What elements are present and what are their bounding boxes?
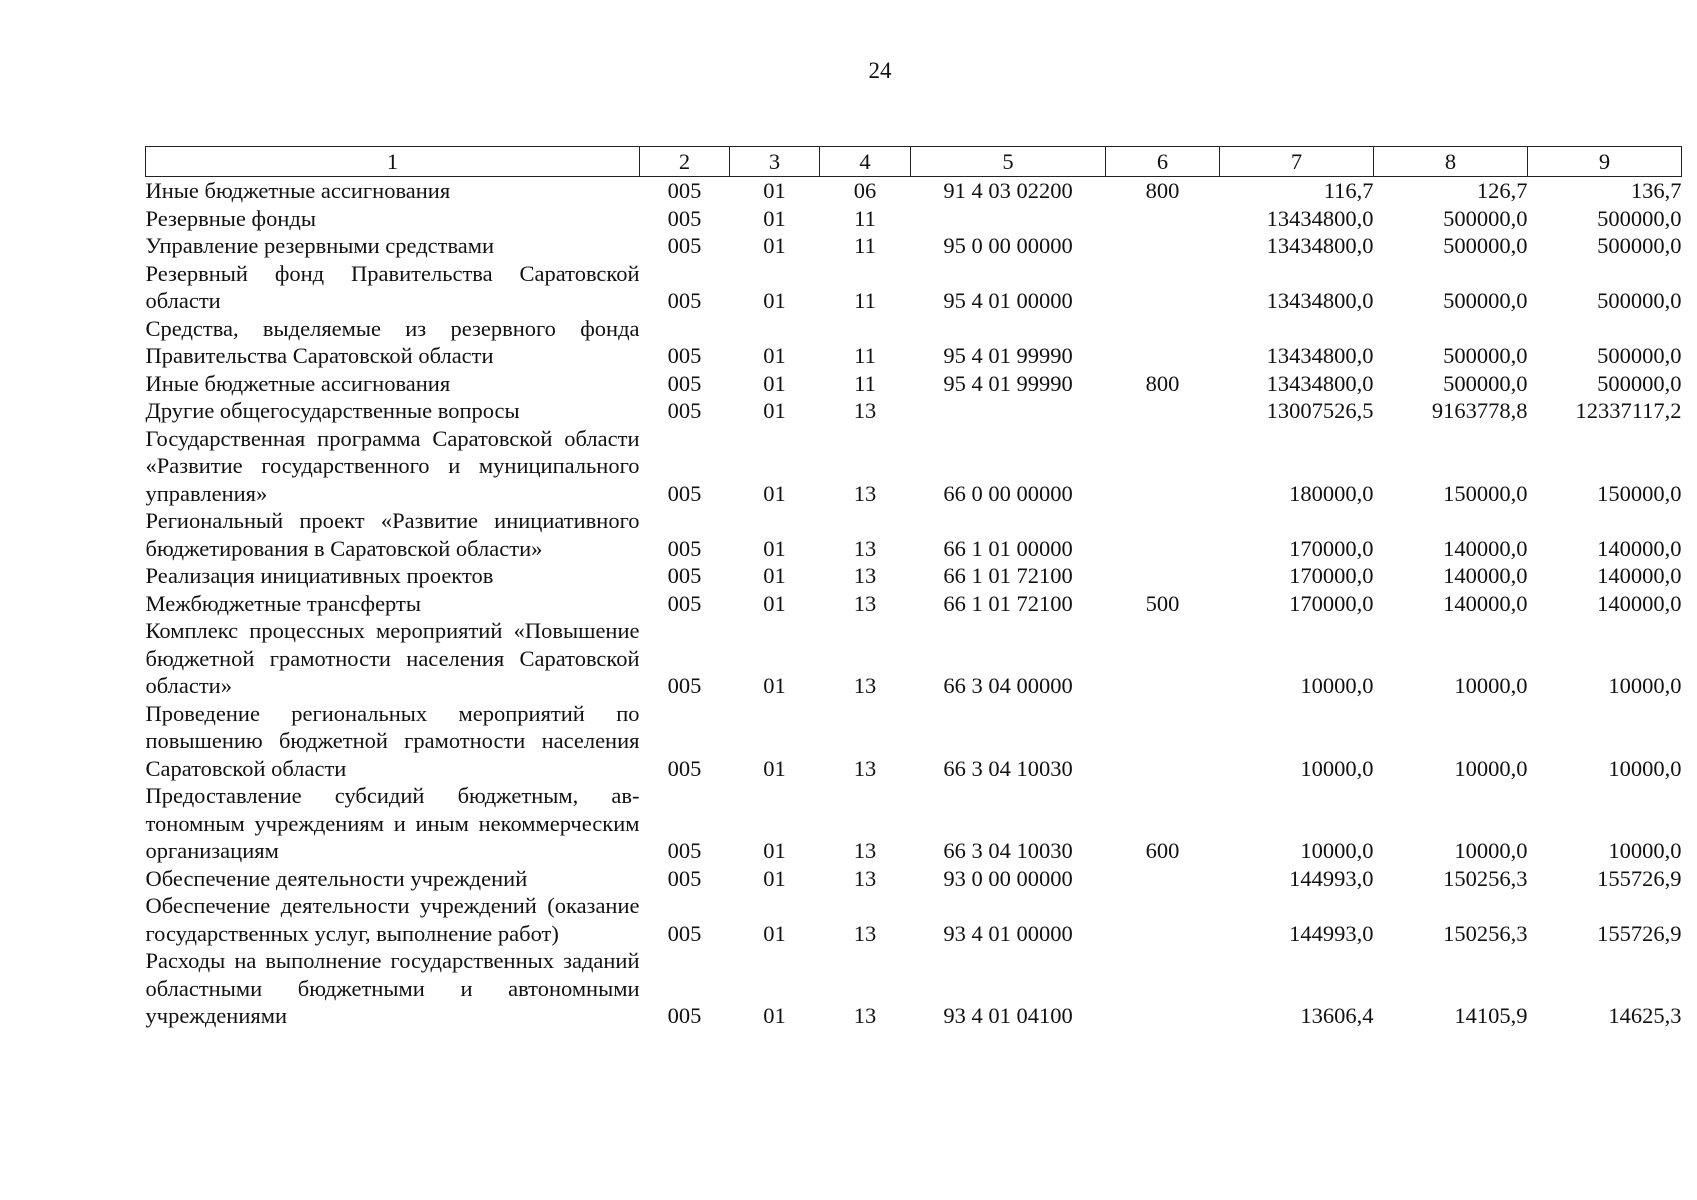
column-header: 7	[1220, 147, 1374, 177]
amount-col9-cell: 500000,0	[1597, 233, 1682, 258]
amount-col7-cell: 180000,0	[1289, 480, 1374, 506]
table-row	[146, 397, 1682, 425]
admin-code-cell: 005	[667, 178, 702, 203]
amount-col8-cell: 10000,0	[1454, 755, 1528, 781]
section-code-cell: 01	[763, 205, 786, 231]
target-article-cell: 95 4 01 99990	[943, 343, 1073, 368]
amount-col7-cell: 116,7	[1323, 178, 1374, 203]
amount-col8-cell: 500000,0	[1443, 233, 1528, 258]
row-name-cell: Резервные фонды	[145, 205, 316, 231]
target-article-cell: 93 4 01 00000	[943, 920, 1073, 946]
target-article-cell: 66 1 01 72100	[943, 563, 1073, 588]
amount-col8-cell: 150256,3	[1443, 920, 1528, 946]
section-code-cell: 01	[763, 480, 786, 506]
section-code-cell: 01	[763, 1003, 786, 1028]
amount-col8-cell: 9163778,8	[1431, 398, 1528, 423]
section-code-cell: 01	[763, 370, 786, 396]
expense-type-cell	[1106, 562, 1220, 590]
section-code-cell: 01	[763, 590, 786, 616]
table-row	[146, 370, 1682, 398]
table-row	[146, 617, 1682, 700]
amount-col8-cell: 10000,0	[1454, 673, 1528, 698]
subsection-code-cell: 13	[853, 865, 877, 891]
subsection-code-cell: 13	[853, 398, 877, 423]
table-row	[146, 205, 1682, 233]
amount-col7-cell: 13434800,0	[1266, 343, 1374, 368]
amount-col8-cell: 500000,0	[1443, 343, 1528, 368]
expense-type-cell	[1106, 315, 1220, 370]
row-name-cell: Государственная программа Саратовской области «Развитие государственного и муниципального управления»	[145, 425, 640, 506]
subsection-code-cell: 13	[853, 535, 877, 561]
amount-col8-cell: 150256,3	[1443, 865, 1528, 891]
table-body	[146, 177, 1682, 1030]
column-header: 2	[640, 147, 730, 177]
section-code-cell: 01	[763, 233, 786, 258]
target-article-cell: 93 0 00 00000	[943, 865, 1073, 891]
column-header: 1	[146, 147, 640, 177]
row-name-cell: Иные бюджетные ассигнования	[145, 178, 451, 203]
subsection-code-cell: 13	[853, 838, 877, 863]
amount-col9-cell: 140000,0	[1597, 563, 1682, 588]
admin-code-cell: 005	[667, 398, 702, 423]
amount-col7-cell: 13434800,0	[1266, 288, 1374, 313]
amount-col7-cell: 144993,0	[1289, 865, 1374, 891]
row-name-cell: Межбюджетные трансферты	[145, 590, 421, 616]
row-name-cell: Расходы на выполнение государственных заданий областными бюджетными и автономными учреждениями	[145, 948, 640, 1028]
row-name-cell: Обеспечение деятельности учреждений (оказание государственных услуг, выполнение работ)	[145, 893, 640, 946]
expense-type-cell	[1106, 947, 1220, 1030]
expense-type-cell	[1106, 232, 1220, 260]
amount-col9-cell: 10000,0	[1608, 838, 1682, 863]
amount-col7-cell: 170000,0	[1289, 563, 1374, 588]
amount-col9-cell: 150000,0	[1597, 480, 1682, 506]
table-row	[146, 947, 1682, 1030]
table-header-row	[146, 147, 1682, 177]
section-code-cell: 01	[763, 673, 786, 698]
subsection-code-cell: 11	[854, 205, 876, 231]
admin-code-cell: 005	[667, 563, 702, 588]
amount-col7-cell: 13434800,0	[1266, 233, 1374, 258]
subsection-code-cell: 11	[854, 370, 876, 396]
admin-code-cell: 005	[667, 288, 702, 313]
row-name-cell: Комплекс процессных мероприятий «Повышение бюджетной грамотности населения Саратовской области»	[145, 618, 640, 698]
section-code-cell: 01	[763, 920, 786, 946]
amount-col8-cell: 500000,0	[1443, 370, 1528, 396]
target-article-cell: 66 0 00 00000	[943, 480, 1073, 506]
amount-col9-cell: 500000,0	[1597, 205, 1682, 231]
section-code-cell: 01	[763, 398, 786, 423]
section-code-cell: 01	[763, 535, 786, 561]
target-article-cell: 91 4 03 02200	[943, 178, 1073, 203]
amount-col9-cell: 14625,3	[1608, 1003, 1682, 1028]
admin-code-cell: 005	[667, 535, 702, 561]
amount-col9-cell: 136,7	[1630, 178, 1682, 203]
amount-col9-cell: 500000,0	[1597, 370, 1682, 396]
amount-col9-cell: 10000,0	[1608, 673, 1682, 698]
row-name-cell: Реализация инициативных проектов	[145, 563, 494, 588]
expense-type-cell	[1106, 425, 1220, 508]
subsection-code-cell: 11	[854, 343, 876, 368]
target-article-cell: 66 1 01 00000	[943, 535, 1073, 561]
column-header: 3	[730, 147, 820, 177]
amount-col7-cell: 13606,4	[1300, 1003, 1374, 1028]
table-row	[146, 177, 1682, 205]
subsection-code-cell: 13	[853, 480, 877, 506]
expense-type-cell	[1106, 397, 1220, 425]
amount-col7-cell: 10000,0	[1300, 755, 1374, 781]
subsection-code-cell: 11	[854, 288, 876, 313]
expense-type-cell	[1106, 260, 1220, 315]
target-article-cell: 66 3 04 00000	[943, 673, 1073, 698]
table-row	[146, 507, 1682, 562]
expense-type-cell	[1106, 617, 1220, 700]
row-name-cell: Резервный фонд Правительства Саратовской области	[145, 260, 640, 313]
row-name-cell: Региональный проект «Развитие инициативного бюджетирования в Саратовской области»	[145, 508, 640, 561]
admin-code-cell: 005	[667, 1003, 702, 1028]
amount-col7-cell: 10000,0	[1300, 673, 1374, 698]
section-code-cell: 01	[763, 563, 786, 588]
table-row	[146, 232, 1682, 260]
row-name-cell: Управление резервными средствами	[145, 233, 495, 258]
admin-code-cell: 005	[667, 370, 702, 396]
subsection-code-cell: 06	[853, 178, 877, 203]
amount-col7-cell: 170000,0	[1289, 535, 1374, 561]
admin-code-cell: 005	[667, 590, 702, 616]
subsection-code-cell: 13	[853, 755, 877, 781]
amount-col8-cell: 126,7	[1476, 178, 1528, 203]
target-article-cell: 66 1 01 72100	[943, 590, 1073, 616]
admin-code-cell: 005	[667, 755, 702, 781]
subsection-code-cell: 13	[853, 1003, 877, 1028]
amount-col7-cell: 13007526,5	[1266, 398, 1374, 423]
column-header: 8	[1374, 147, 1528, 177]
admin-code-cell: 005	[667, 480, 702, 506]
table-row	[146, 260, 1682, 315]
target-article-cell	[911, 397, 1106, 425]
section-code-cell: 01	[763, 865, 786, 891]
target-article-cell: 66 3 04 10030	[943, 755, 1073, 781]
page-number: 24	[868, 58, 892, 83]
amount-col9-cell: 155726,9	[1597, 865, 1682, 891]
expense-type-cell	[1106, 205, 1220, 233]
expense-type-cell	[1106, 507, 1220, 562]
amount-col9-cell: 500000,0	[1597, 288, 1682, 313]
target-article-cell	[911, 205, 1106, 233]
amount-col9-cell: 10000,0	[1608, 755, 1682, 781]
column-header: 9	[1528, 147, 1682, 177]
expense-type-cell	[1106, 700, 1220, 783]
table-row	[146, 590, 1682, 618]
amount-col8-cell: 140000,0	[1443, 535, 1528, 561]
target-article-cell: 93 4 01 04100	[943, 1003, 1073, 1028]
section-code-cell: 01	[763, 755, 786, 781]
expense-type-cell	[1106, 865, 1220, 893]
table-row	[146, 562, 1682, 590]
section-code-cell: 01	[763, 178, 786, 203]
amount-col8-cell: 10000,0	[1454, 838, 1528, 863]
amount-col8-cell: 14105,9	[1454, 1003, 1528, 1028]
amount-col7-cell: 13434800,0	[1266, 370, 1374, 396]
row-name-cell: Средства, выделяемые из резервного фонда Правительства Саратовской области	[145, 315, 640, 368]
admin-code-cell: 005	[667, 865, 702, 891]
amount-col7-cell: 170000,0	[1289, 590, 1374, 616]
expense-type-cell: 800	[1145, 370, 1180, 396]
amount-col9-cell: 140000,0	[1597, 535, 1682, 561]
amount-col8-cell: 500000,0	[1443, 205, 1528, 231]
row-name-cell: Предоставление субсидий бюджетным, автономным учреждениям и иным некоммерческим организациям	[145, 783, 640, 863]
target-article-cell: 66 3 04 10030	[943, 838, 1073, 863]
amount-col8-cell: 150000,0	[1443, 480, 1528, 506]
admin-code-cell: 005	[667, 673, 702, 698]
expense-type-cell	[1106, 892, 1220, 947]
admin-code-cell: 005	[667, 343, 702, 368]
amount-col8-cell: 500000,0	[1443, 288, 1528, 313]
table-row	[146, 700, 1682, 783]
amount-col7-cell: 144993,0	[1289, 920, 1374, 946]
row-name-cell: Иные бюджетные ассигнования	[145, 370, 451, 396]
admin-code-cell: 005	[667, 205, 702, 231]
table-row	[146, 425, 1682, 508]
admin-code-cell: 005	[667, 233, 702, 258]
amount-col9-cell: 12337117,2	[1575, 398, 1682, 423]
amount-col7-cell: 10000,0	[1300, 838, 1374, 863]
row-name-cell: Проведение региональных мероприятий по повышению бюджетной грамотности населения Саратовской области	[145, 700, 640, 781]
target-article-cell: 95 4 01 00000	[943, 288, 1073, 313]
column-header: 5	[911, 147, 1106, 177]
admin-code-cell: 005	[667, 838, 702, 863]
table-row	[146, 782, 1682, 865]
row-name-cell: Другие общегосударственные вопросы	[145, 398, 520, 423]
subsection-code-cell: 13	[853, 590, 877, 616]
amount-col7-cell: 13434800,0	[1266, 205, 1374, 231]
table-row	[146, 892, 1682, 947]
column-header: 4	[820, 147, 911, 177]
row-name-cell: Обеспечение деятельности учреждений	[145, 865, 528, 891]
amount-col8-cell: 140000,0	[1443, 590, 1528, 616]
table-row	[146, 865, 1682, 893]
expense-type-cell: 600	[1145, 838, 1180, 863]
section-code-cell: 01	[763, 343, 786, 368]
admin-code-cell: 005	[667, 920, 702, 946]
amount-col9-cell: 500000,0	[1597, 343, 1682, 368]
expense-type-cell: 800	[1145, 178, 1180, 203]
target-article-cell: 95 0 00 00000	[943, 233, 1073, 258]
subsection-code-cell: 13	[853, 563, 877, 588]
subsection-code-cell: 13	[853, 673, 877, 698]
table-row	[146, 315, 1682, 370]
expense-type-cell: 500	[1145, 590, 1180, 616]
subsection-code-cell: 11	[854, 233, 876, 258]
amount-col9-cell: 155726,9	[1597, 920, 1682, 946]
subsection-code-cell: 13	[853, 920, 877, 946]
amount-col9-cell: 140000,0	[1597, 590, 1682, 616]
section-code-cell: 01	[763, 838, 786, 863]
target-article-cell: 95 4 01 99990	[943, 370, 1073, 396]
amount-col8-cell: 140000,0	[1443, 563, 1528, 588]
section-code-cell: 01	[763, 288, 786, 313]
budget-table	[145, 146, 1682, 1030]
column-header: 6	[1106, 147, 1220, 177]
